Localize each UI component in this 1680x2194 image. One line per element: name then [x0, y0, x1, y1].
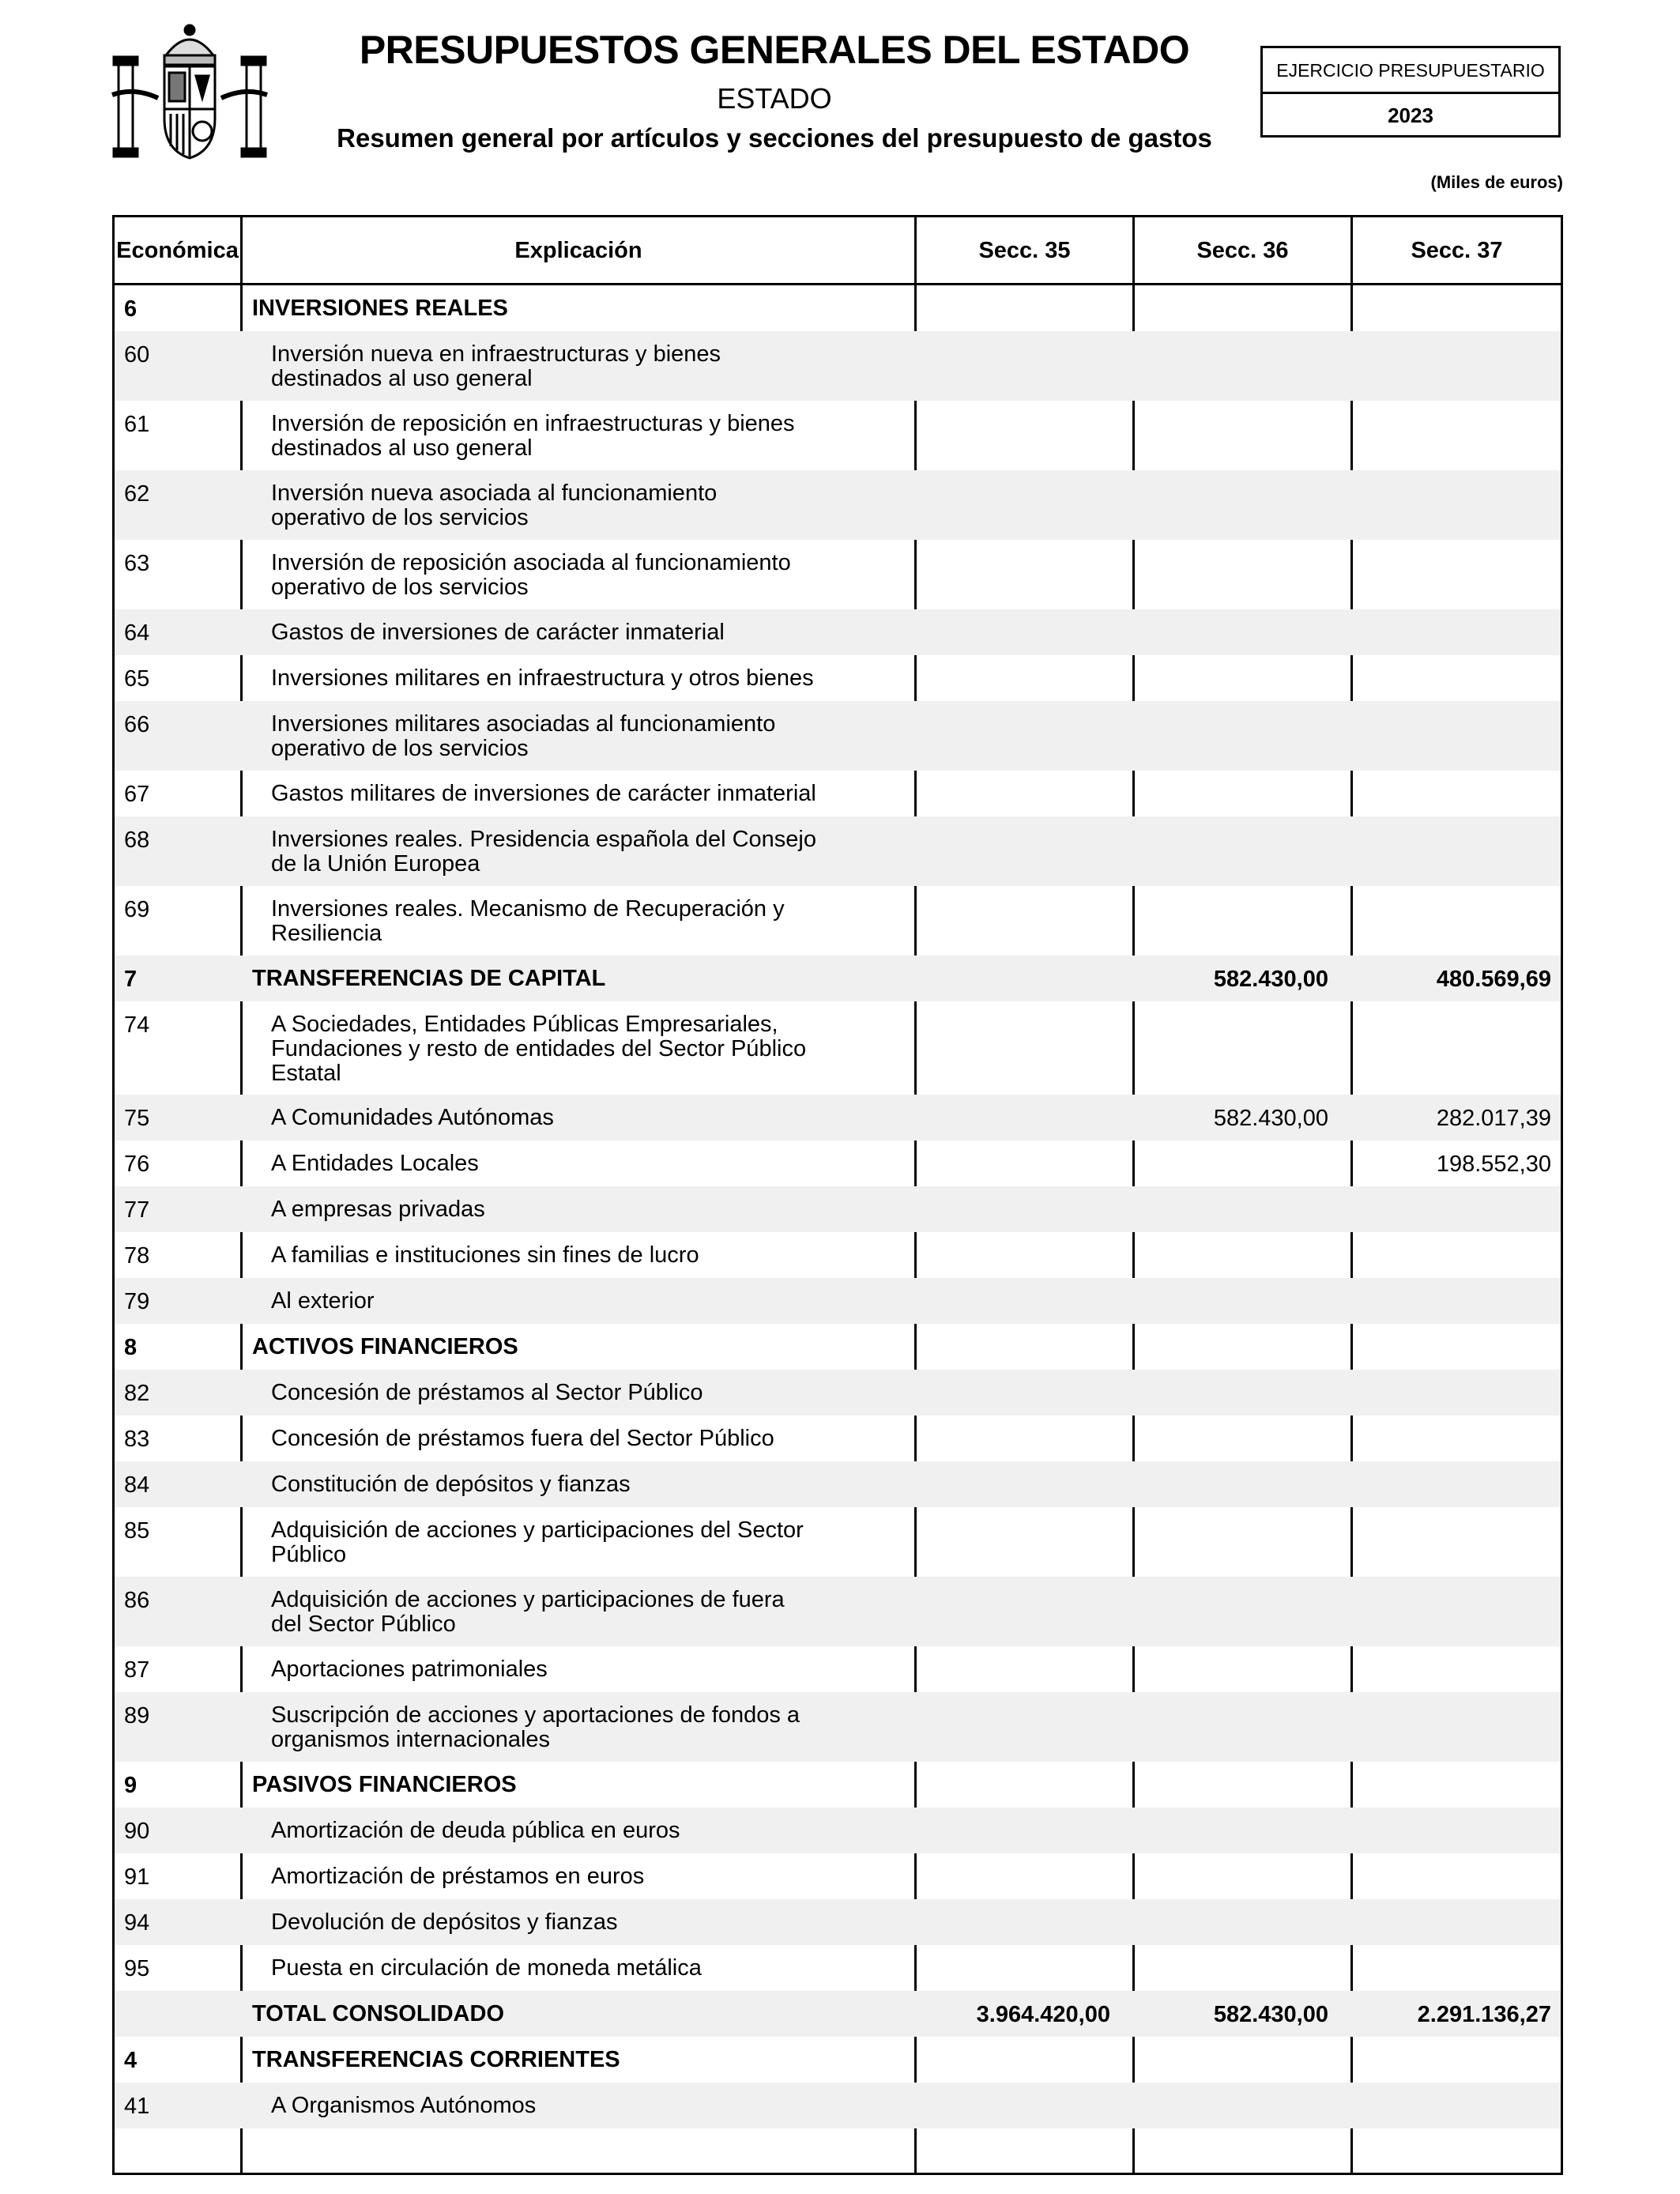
- row-value-secc-35: 3.964.420,00: [976, 2002, 1110, 2027]
- row-code: 95: [124, 1956, 150, 1981]
- row-description: Adquisición de acciones y participaciones del Sector Público: [271, 1517, 804, 1567]
- table-row: [115, 886, 1561, 956]
- table-row: [115, 1945, 1561, 1991]
- row-description: Inversión nueva asociada al funcionamiento operativo de los servicios: [271, 481, 718, 530]
- row-description: Inversiones militares asociadas al funcionamiento operativo de los servicios: [271, 711, 776, 761]
- row-code: 85: [124, 1518, 150, 1544]
- table-row: [115, 1001, 1561, 1095]
- row-description: A familias e instituciones sin fines de lucro: [271, 1242, 699, 1268]
- row-description: Suscripción de acciones y aportaciones de fondos a organismos internacionales: [271, 1702, 800, 1752]
- row-code: 6: [124, 296, 137, 322]
- ejercicio-label: EJERCICIO PRESUPUESTARIO: [1263, 48, 1558, 94]
- row-description: A Comunidades Autónomas: [271, 1105, 554, 1130]
- column-header-secc-36: Secc. 36: [1196, 238, 1289, 263]
- table-row: [115, 1692, 1561, 1762]
- coat-of-arms-emblem: [111, 16, 269, 174]
- row-description: Concesión de préstamos fuera del Sector Público: [271, 1426, 774, 1451]
- row-description: Amortización de préstamos en euros: [271, 1864, 645, 1889]
- table-row: [115, 956, 1561, 1001]
- table-row: [115, 2037, 1561, 2083]
- table-row: [115, 1991, 1561, 2037]
- document-title: PRESUPUESTOS GENERALES DEL ESTADO: [359, 28, 1190, 72]
- table-row: [115, 1095, 1561, 1140]
- row-code: 87: [124, 1657, 150, 1683]
- row-code: 61: [124, 412, 150, 437]
- row-value-secc-36: 582.430,00: [1213, 967, 1328, 992]
- table-row: [115, 1762, 1561, 1808]
- table-header: [115, 217, 1561, 285]
- row-description: INVERSIONES REALES: [252, 296, 508, 321]
- row-code: 82: [124, 1381, 150, 1406]
- row-code: 74: [124, 1012, 150, 1038]
- row-code: 75: [124, 1106, 150, 1131]
- column-header-economica: Económica: [116, 238, 239, 263]
- column-header-secc-35: Secc. 35: [978, 238, 1071, 263]
- row-value-secc-37: 198.552,30: [1436, 1152, 1551, 1177]
- table-row: [115, 1646, 1561, 1692]
- table-row: [115, 401, 1561, 470]
- row-description: Constitución de depósitos y fianzas: [271, 1472, 631, 1497]
- row-description: TOTAL CONSOLIDADO: [252, 2001, 504, 2026]
- table-body: [115, 285, 1561, 2128]
- units-note: (Miles de euros): [1430, 172, 1563, 192]
- row-description: Inversión de reposición asociada al funcionamiento operativo de los servicios: [271, 550, 791, 600]
- row-value-secc-36: 582.430,00: [1213, 2002, 1328, 2027]
- table-row: [115, 1416, 1561, 1461]
- row-code: 7: [124, 967, 137, 992]
- row-description: TRANSFERENCIAS CORRIENTES: [252, 2047, 620, 2072]
- row-code: 83: [124, 1427, 150, 1452]
- table-row: [115, 285, 1561, 331]
- row-description: PASIVOS FINANCIEROS: [252, 1772, 517, 1797]
- row-code: 63: [124, 551, 150, 576]
- row-description: Amortización de deuda pública en euros: [271, 1818, 680, 1843]
- row-code: 69: [124, 897, 150, 922]
- column-header-explicacion: Explicación: [514, 238, 642, 263]
- table-row: [115, 1140, 1561, 1186]
- row-code: 60: [124, 342, 150, 368]
- row-value-secc-36: 582.430,00: [1213, 1106, 1328, 1131]
- table-row: [115, 1577, 1561, 1646]
- row-description: Inversión de reposición en infraestructuras y bienes destinados al uso general: [271, 411, 795, 461]
- row-code: 62: [124, 481, 150, 507]
- row-description: Inversiones militares en infraestructura y otros bienes: [271, 665, 814, 691]
- row-description: A Entidades Locales: [271, 1151, 479, 1176]
- row-code: 9: [124, 1773, 137, 1798]
- ejercicio-box: [1260, 46, 1561, 138]
- column-header-secc-37: Secc. 37: [1411, 238, 1503, 263]
- row-code: 65: [124, 666, 150, 692]
- ejercicio-year: 2023: [1388, 104, 1433, 127]
- row-code: 89: [124, 1703, 150, 1728]
- budget-table: [112, 215, 1563, 2175]
- table-row: [115, 1232, 1561, 1278]
- row-description: Devolución de depósitos y fianzas: [271, 1909, 618, 1935]
- row-description: Inversión nueva en infraestructuras y bienes destinados al uso general: [271, 341, 721, 391]
- row-description: ACTIVOS FINANCIEROS: [252, 1334, 518, 1359]
- row-description: Inversiones reales. Mecanismo de Recuperación y Resiliencia: [271, 896, 785, 946]
- row-code: 8: [124, 1335, 137, 1360]
- row-code: 90: [124, 1819, 150, 1844]
- row-value-secc-37: 2.291.136,27: [1417, 2002, 1551, 2027]
- table-row: [115, 1808, 1561, 1853]
- row-description: A empresas privadas: [271, 1197, 485, 1222]
- row-code: 79: [124, 1289, 150, 1314]
- row-description: Inversiones reales. Presidencia española del Consejo de la Unión Europea: [271, 827, 816, 876]
- table-row: [115, 655, 1561, 701]
- row-description: Gastos militares de inversiones de carácter inmaterial: [271, 781, 816, 806]
- table-row: [115, 540, 1561, 609]
- row-code: 86: [124, 1588, 150, 1613]
- table-row: [115, 470, 1561, 540]
- table-row: [115, 1278, 1561, 1324]
- row-description: Adquisición de acciones y participaciones de fuera del Sector Público: [271, 1587, 785, 1637]
- table-row: [115, 1186, 1561, 1232]
- table-row: [115, 771, 1561, 816]
- row-code: 84: [124, 1472, 150, 1498]
- row-code: 78: [124, 1243, 150, 1269]
- table-row: [115, 1370, 1561, 1416]
- row-description: A Organismos Autónomos: [271, 2093, 537, 2118]
- row-code: 64: [124, 620, 150, 646]
- row-code: 4: [124, 2048, 137, 2073]
- row-code: 76: [124, 1152, 150, 1177]
- row-description: A Sociedades, Entidades Públicas Empresariales, Fundaciones y resto de entidades del Sector Público Estatal: [271, 1012, 807, 1086]
- table-row: [115, 331, 1561, 401]
- table-row: [115, 701, 1561, 771]
- row-description: Gastos de inversiones de carácter inmaterial: [271, 620, 725, 645]
- row-code: 94: [124, 1910, 150, 1936]
- table-row: [115, 1324, 1561, 1370]
- table-row: [115, 1507, 1561, 1577]
- table-row: [115, 2083, 1561, 2128]
- row-value-secc-37: 480.569,69: [1436, 967, 1551, 992]
- row-code: 67: [124, 782, 150, 807]
- row-code: 66: [124, 712, 150, 737]
- table-row: [115, 609, 1561, 655]
- row-code: 77: [124, 1197, 150, 1223]
- row-code: 41: [124, 2094, 150, 2119]
- row-description: Puesta en circulación de moneda metálica: [271, 1955, 702, 1981]
- row-description: Aportaciones patrimoniales: [271, 1657, 548, 1682]
- row-code: 91: [124, 1864, 150, 1890]
- row-description: TRANSFERENCIAS DE CAPITAL: [252, 966, 606, 991]
- document-description: Resumen general por artículos y secciones del presupuesto de gastos: [337, 123, 1212, 153]
- table-row: [115, 1899, 1561, 1945]
- row-code: 68: [124, 827, 150, 853]
- document-subtitle: ESTADO: [717, 82, 832, 115]
- row-description: Al exterior: [271, 1288, 375, 1314]
- row-description: Concesión de préstamos al Sector Público: [271, 1380, 703, 1405]
- table-row: [115, 816, 1561, 886]
- table-row: [115, 1461, 1561, 1507]
- table-row: [115, 1853, 1561, 1899]
- row-value-secc-37: 282.017,39: [1436, 1106, 1551, 1131]
